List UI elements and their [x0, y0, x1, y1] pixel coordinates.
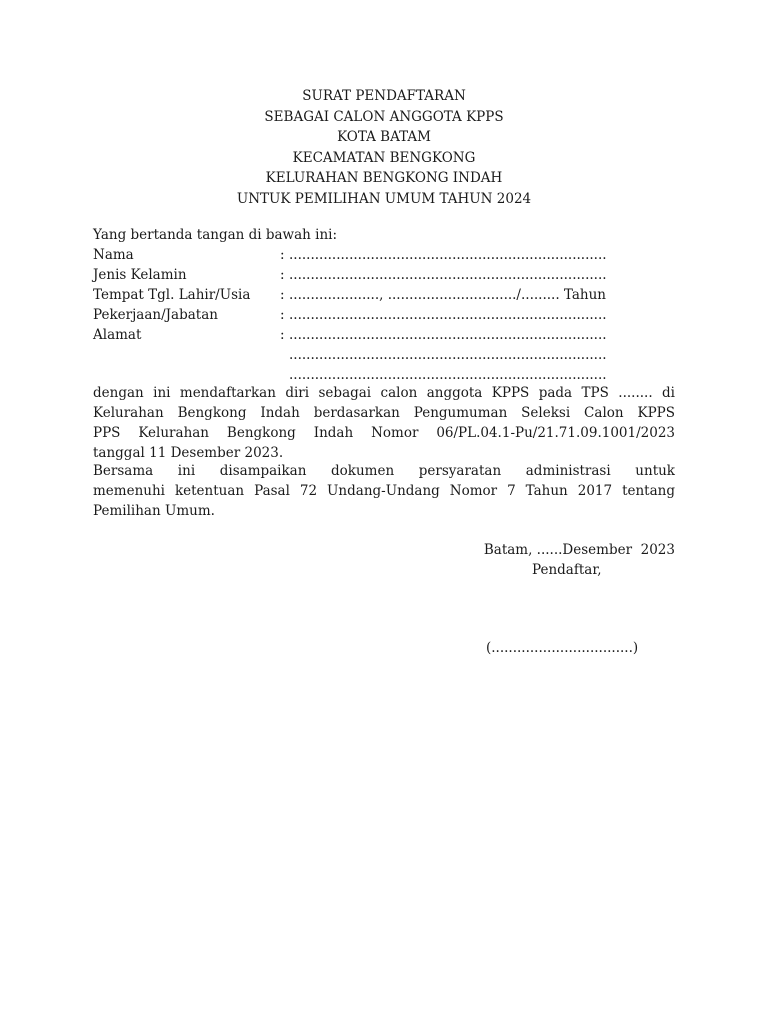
field-blank: ..........................................................................: [289, 247, 607, 263]
title-line: SEBAGAI CALON ANGGOTA KPPS: [264, 108, 504, 125]
field-pekerjaan: [93, 305, 683, 325]
body-line: Kelurahan Bengkong Indah berdasarkan Pengumuman Seleksi Calon KPPS: [93, 405, 675, 421]
field-label: Alamat: [93, 327, 142, 343]
body-paragraph-1: [93, 383, 675, 463]
field-colon: :: [280, 267, 285, 283]
alamat-continuation: [93, 345, 683, 365]
field-nama: [93, 245, 683, 265]
letter-title: [0, 86, 768, 209]
field-blank: ..........................................................................: [289, 307, 607, 323]
field-jenis-kelamin: [93, 265, 683, 285]
body-line: Bersama ini disampaikan dokumen persyaratan administrasi untuk: [93, 463, 675, 479]
field-colon: :: [280, 307, 285, 323]
title-line: UNTUK PEMILIHAN UMUM TAHUN 2024: [236, 190, 532, 207]
body-line: memenuhi ketentuan Pasal 72 Undang-Undang Nomor 7 Tahun 2017 tentang: [93, 483, 675, 499]
field-blank: ....................., ............................../......... Tahun: [289, 287, 606, 303]
signature-name-blank: (.................................): [486, 640, 639, 656]
title-line: KECAMATAN BENGKONG: [292, 149, 476, 166]
field-label: Tempat Tgl. Lahir/Usia: [93, 287, 251, 303]
field-blank: ..........................................................................: [289, 367, 607, 383]
field-tempat-tgl-lahir: [93, 285, 683, 305]
body-line: tanggal 11 Desember 2023.: [93, 445, 284, 461]
field-label: Nama: [93, 247, 134, 263]
body-paragraph-2: [93, 461, 675, 521]
intro-text: Yang bertanda tangan di bawah ini:: [93, 227, 338, 243]
field-alamat: [93, 325, 683, 345]
field-colon: :: [280, 247, 285, 263]
field-blank: ..........................................................................: [289, 347, 607, 363]
field-blank: ..........................................................................: [289, 267, 607, 283]
title-line: KOTA BATAM: [337, 129, 431, 145]
body-line: dengan ini mendaftarkan diri sebagai calon anggota KPPS pada TPS ........ di: [93, 385, 675, 401]
signature-place-date: Batam, ......Desember 2023: [483, 542, 675, 558]
field-label: Pekerjaan/Jabatan: [93, 307, 218, 323]
signature-role: Pendaftar,: [532, 562, 602, 578]
title-line: SURAT PENDAFTARAN: [302, 88, 466, 104]
field-label: Jenis Kelamin: [93, 267, 187, 283]
body-line: PPS Kelurahan Bengkong Indah Nomor 06/PL.04.1-Pu/21.71.09.1001/2023: [93, 425, 675, 441]
field-blank: ..........................................................................: [289, 327, 607, 343]
body-line: Pemilihan Umum.: [93, 503, 215, 519]
field-colon: :: [280, 287, 285, 303]
alamat-continuation: [93, 365, 683, 385]
title-line: KELURAHAN BENGKONG INDAH: [265, 170, 503, 186]
field-colon: :: [280, 327, 285, 343]
